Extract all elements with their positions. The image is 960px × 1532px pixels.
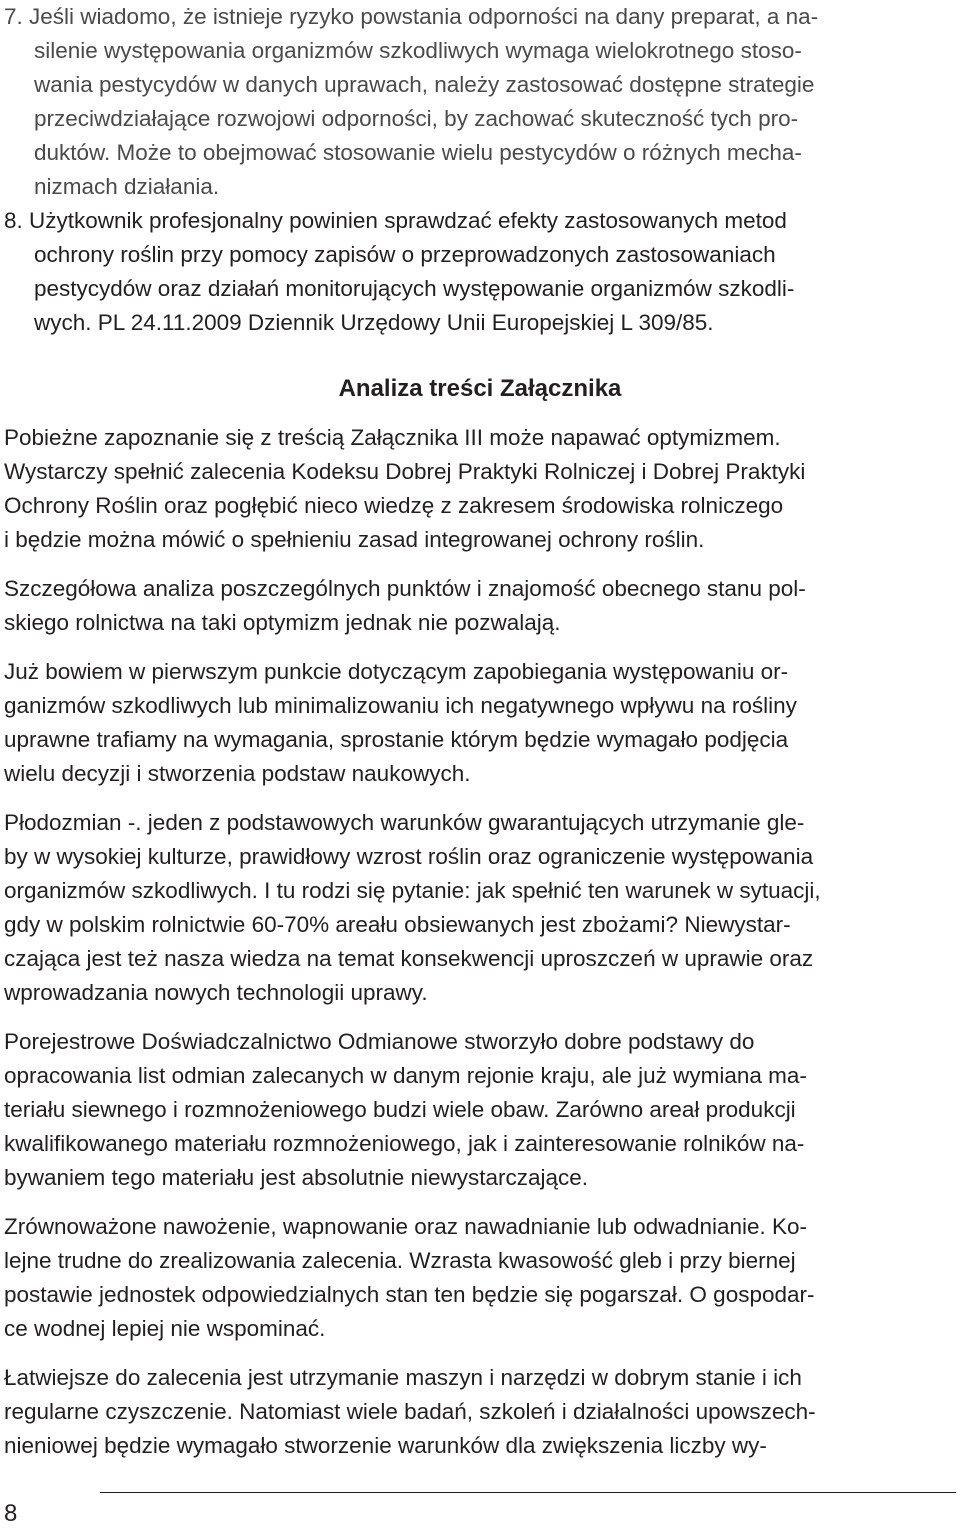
text-line: teriału siewnego i rozmnożeniowego budzi wiele obaw. Zarówno areał produkcji — [4, 1097, 796, 1122]
text-line: uprawne trafiamy na wymagania, sprostanie którym będzie wymagało podjęcia — [4, 727, 789, 752]
text-line: Pobieżne zapoznanie się z treścią Załącznika III może napawać optymizmem. — [4, 425, 781, 450]
text-line: lejne trudne do zrealizowania zalecenia. Wzrasta kwasowość gleb i przy biernej — [4, 1248, 796, 1273]
text-line: ochrony roślin przy pomocy zapisów o przeprowadzonych zastosowaniach — [34, 242, 776, 267]
text-line: ce wodnej lepiej nie wspominać. — [4, 1316, 326, 1341]
text-line: czająca jest też nasza wiedza na temat konsekwencji uproszczeń w uprawie oraz — [4, 946, 814, 971]
text-line: wprowadzania nowych technologii uprawy. — [4, 980, 428, 1005]
text-line: Zrównoważone nawożenie, wapnowanie oraz nawadnianie lub odwadnianie. Ko- — [4, 1214, 808, 1239]
text-line: i będzie można mówić o spełnieniu zasad integrowanej ochrony roślin. — [4, 527, 705, 552]
text-line: duktów. Może to obejmować stosowanie wielu pestycydów o różnych mecha- — [34, 140, 802, 165]
text-line: nieniowej będzie wymagało stworzenie warunków dla zwiększenia liczby wy- — [4, 1433, 767, 1458]
text-line: gdy w polskim rolnictwie 60-70% areału obsiewanych jest zbożami? Niewystar- — [4, 912, 791, 937]
text-line: Łatwiejsze do zalecenia jest utrzymanie maszyn i narzędzi w dobrym stanie i ich — [4, 1365, 802, 1390]
text-line: pestycydów oraz działań monitorujących występowanie organizmów szkodli- — [34, 276, 795, 301]
text-line: 8. Użytkownik profesjonalny powinien sprawdzać efekty zastosowanych metod — [4, 208, 787, 233]
text-line: postawie jednostek odpowiedzialnych stan ten będzie się pogarszał. O gospodar- — [4, 1282, 815, 1307]
text-line: silenie występowania organizmów szkodliwych wymaga wielokrotnego stoso- — [34, 38, 802, 63]
text-line: Ochrony Roślin oraz pogłębić nieco wiedzę z zakresem środowiska rolniczego — [4, 493, 784, 518]
text-line: wych. PL 24.11.2009 Dziennik Urzędowy Unii Europejskiej L 309/85. — [34, 310, 714, 335]
text-line: by w wysokiej kulturze, prawidłowy wzrost roślin oraz ograniczenie występowania — [4, 844, 814, 869]
text-line: wania pestycydów w danych uprawach, należy zastosować dostępne strategie — [34, 72, 815, 97]
page-number: 8 — [4, 1500, 18, 1527]
footer-rule — [100, 1492, 956, 1493]
text-line: Już bowiem w pierwszym punkcie dotyczącym zapobiegania występowaniu or- — [4, 659, 789, 684]
text-line: kwalifikowanego materiału rozmnożeniowego, jak i zainteresowanie rolników na- — [4, 1131, 805, 1156]
text-line: Wystarczy spełnić zalecenia Kodeksu Dobrej Praktyki Rolniczej i Dobrej Praktyki — [4, 459, 806, 484]
text-line: przeciwdziałające rozwojowi odporności, by zachować skuteczność tych pro- — [34, 106, 799, 131]
text-line: wielu decyzji i stworzenia podstaw naukowych. — [4, 761, 471, 786]
text-line: Płodozmian -. jeden z podstawowych warunków gwarantujących utrzymanie gle- — [4, 810, 805, 835]
text-line: Szczegółowa analiza poszczególnych punktów i znajomość obecnego stanu pol- — [4, 576, 806, 601]
text-line: bywaniem tego materiału jest absolutnie niewystarczające. — [4, 1165, 589, 1190]
text-line: organizmów szkodliwych. I tu rodzi się pytanie: jak spełnić ten warunek w sytuacji, — [4, 878, 821, 903]
text-line: 7. Jeśli wiadomo, że istnieje ryzyko powstania odporności na dany preparat, a na- — [4, 4, 819, 29]
text-line: Porejestrowe Doświadczalnictwo Odmianowe stworzyło dobre podstawy do — [4, 1029, 755, 1054]
text-line: opracowania list odmian zalecanych w danym rejonie kraju, ale już wymiana ma- — [4, 1063, 807, 1088]
text-line: skiego rolnictwa na taki optymizm jednak nie pozwalają. — [4, 610, 561, 635]
text-line: regularne czyszczenie. Natomiast wiele badań, szkoleń i działalności upowszech- — [4, 1399, 816, 1424]
text-line: nizmach działania. — [34, 174, 220, 199]
text-line: ganizmów szkodliwych lub minimalizowaniu ich negatywnego wpływu na rośliny — [4, 693, 797, 718]
section-heading: Analiza treści Załącznika — [338, 375, 622, 402]
